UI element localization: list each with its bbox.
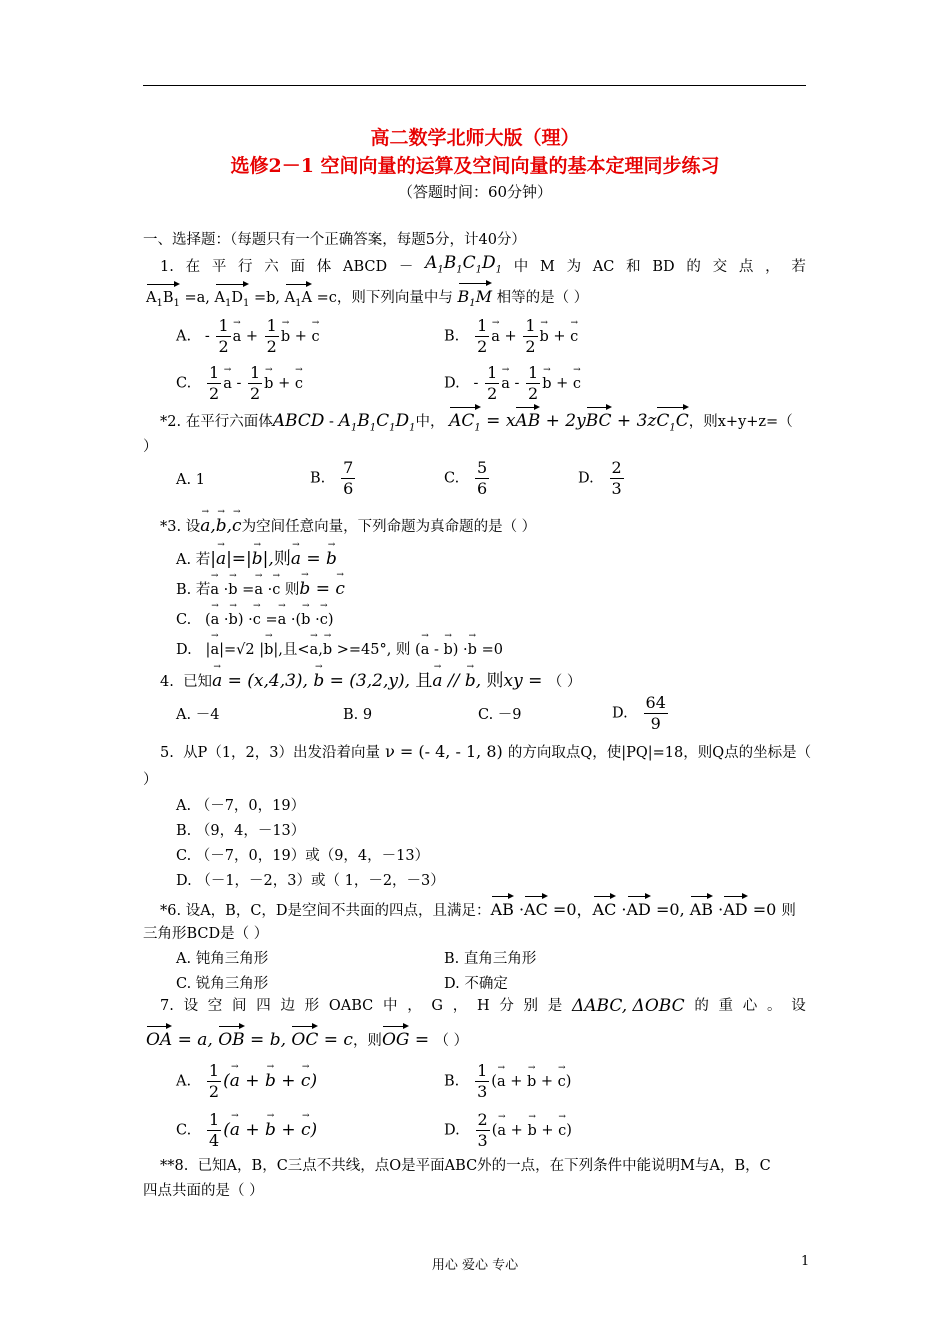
q1-option-c: C. $\frac{1}{2}$ → a - $\frac{1}{2}$ → b + → c — [176, 365, 303, 402]
q8-line1: **8. 已知A，B，C三点不共线，点O是平面ABC外的一点，在下列条件中能说明M与A，B，C — [160, 1158, 771, 1174]
doc-title: 高二数学北师大版（理） — [370, 127, 580, 149]
q6-option-d: D. 不确定 — [444, 976, 508, 992]
section-heading: 一、选择题：（每题只有一个正确答案，每题5分，计40分） — [143, 232, 526, 248]
q2-option-b: B. $\frac{7}{6}$ — [310, 458, 354, 498]
q2-option-d: D. $\frac{2}{3}$ — [578, 458, 622, 498]
q8-line2: 四点共面的是（ ） — [143, 1183, 264, 1199]
q7-line1: 7. 设 空 间 四 边 形 OABC 中 ， G ， H 分 别 是 ΔABC, ΔOBC 的 重 心 。 设 — [160, 996, 806, 1016]
q1-a1b1c1d1: $A_1B_1C_1D_1$ — [425, 253, 503, 276]
q1-conditions: $A_1B_1 =a$, $A_1D_1 =b$, $A_1A =c$ — [146, 290, 337, 306]
answer-time: （答题时间：60分钟） — [397, 183, 553, 201]
header-rule — [143, 85, 806, 86]
q5-close: ） — [143, 772, 158, 788]
q3-option-a: A. 若|→ a|=|→ b|,则→ a = → b — [176, 543, 337, 570]
q6-option-a: A. 钝角三角形 — [176, 951, 269, 967]
q5-option-c: C. （－7，0，19）或（9，4，－13） — [176, 848, 430, 864]
q4-option-c: C. －9 — [478, 707, 522, 723]
q5-line1: 5. 从P（1，2，3）出发沿着向量 ν = (- 4, - 1, 8) 的方向取点Q，使|PQ|=18，则Q点的坐标是（ — [160, 742, 812, 761]
q3-option-c: C. (→ a ·→ b) ·→ c =→ a ·(→ b ·→ c) — [176, 604, 333, 630]
q7-triangles: ΔABC, ΔOBC — [571, 996, 685, 1016]
page-footer: 用心 爱心 专心 — [431, 1258, 519, 1273]
q7-line2: OA = a, OB = b, OC = c，则OG = （ ） — [146, 1024, 468, 1051]
q6-line2: 三角形BCD是（ ） — [143, 926, 269, 942]
q4-option-d: D. $\frac{64}{9}$ — [612, 693, 666, 733]
q1-line2: $A_1B_1 =a$, $A_1D_1 =b$, $A_1A =c$，则下列向量中与 $B_1M$ 相等的是（ ） — [146, 281, 588, 314]
q2-option-c: C. $\frac{5}{6}$ — [444, 458, 488, 498]
q7-option-c: C. $\frac{1}{4}$ (→ a + → b + → c) — [176, 1112, 317, 1149]
q7-option-a: A. $\frac{1}{2}$ (→ a + → b + → c) — [176, 1063, 317, 1100]
q5-option-b: B. （9，4，－13） — [176, 823, 306, 839]
q1-option-b: B. $\frac{1}{2}$ → a + $\frac{1}{2}$ → b + → c — [444, 318, 578, 355]
q5-option-a: A. （－7，0，19） — [176, 798, 306, 814]
q4-line1: 4. 已知→ a = (x,4,3), → b = (3,2,y), 且→ a // → b, 则xy = （ ） — [160, 665, 581, 692]
q3-option-d: D. |→ a|=√2 |→ b|,且<→ a,→ b >=45°, 则 (→ a - → b) ·→ b =0 — [176, 634, 503, 660]
q2-equation: $AC_1$ = xAB + $2yBC + 3zC_1C$ — [449, 411, 689, 431]
q2-option-a: A. 1 — [176, 472, 205, 488]
q7-option-d: D. $\frac{2}{3}$ (→ a + → b + → c) — [444, 1112, 572, 1149]
q6-option-b: B. 直角三角形 — [444, 951, 537, 967]
q4-option-a: A. －4 — [176, 707, 220, 723]
q3-line1: *3. 设→ a,→ b,→ c为空间任意向量，下列命题为真命题的是（ ） — [160, 510, 536, 537]
q4-option-b: B. 9 — [343, 707, 373, 723]
q2-line1: *2. 在平行六面体ABCD - $A_1B_1C_1D_1$中， $AC_1$ = xAB + $2yBC + 3zC_1C$，则x+y+z=（ — [160, 405, 793, 438]
q5-option-d: D. （－1，－2，3）或（ 1，－2，－3） — [176, 873, 445, 889]
q1-line1: 1. 在 平 行 六 面 体 ABCD － $A_1B_1C_1D_1$ 中 M 为 AC 和 BD 的 交 点 ， 若 — [160, 253, 806, 280]
q3-option-b: B. 若→ a ·→ b =→ a ·→ c 则→ b = → c — [176, 573, 345, 600]
q1-option-a: A. - $\frac{1}{2}$ → a + $\frac{1}{2}$ → b + → c — [176, 318, 320, 355]
q7-option-b: B. $\frac{1}{3}$ (→ a + → b + → c) — [444, 1063, 571, 1100]
q1-option-d: D. - $\frac{1}{2}$ → a - $\frac{1}{2}$ → b + → c — [444, 365, 581, 402]
page-number: 1 — [801, 1254, 810, 1269]
q6-line1: *6. 设A，B，C，D是空间不共面的四点，且满足：AB ·AC =0，AC ·AD =0, AB ·AD =0 则 — [160, 894, 796, 921]
q6-option-c: C. 锐角三角形 — [176, 976, 269, 992]
doc-subtitle: 选修2－1 空间向量的运算及空间向量的基本定理同步练习 — [230, 155, 720, 177]
q2-close: ） — [143, 439, 158, 455]
q1-b1m: $B_1M$ — [458, 281, 493, 314]
